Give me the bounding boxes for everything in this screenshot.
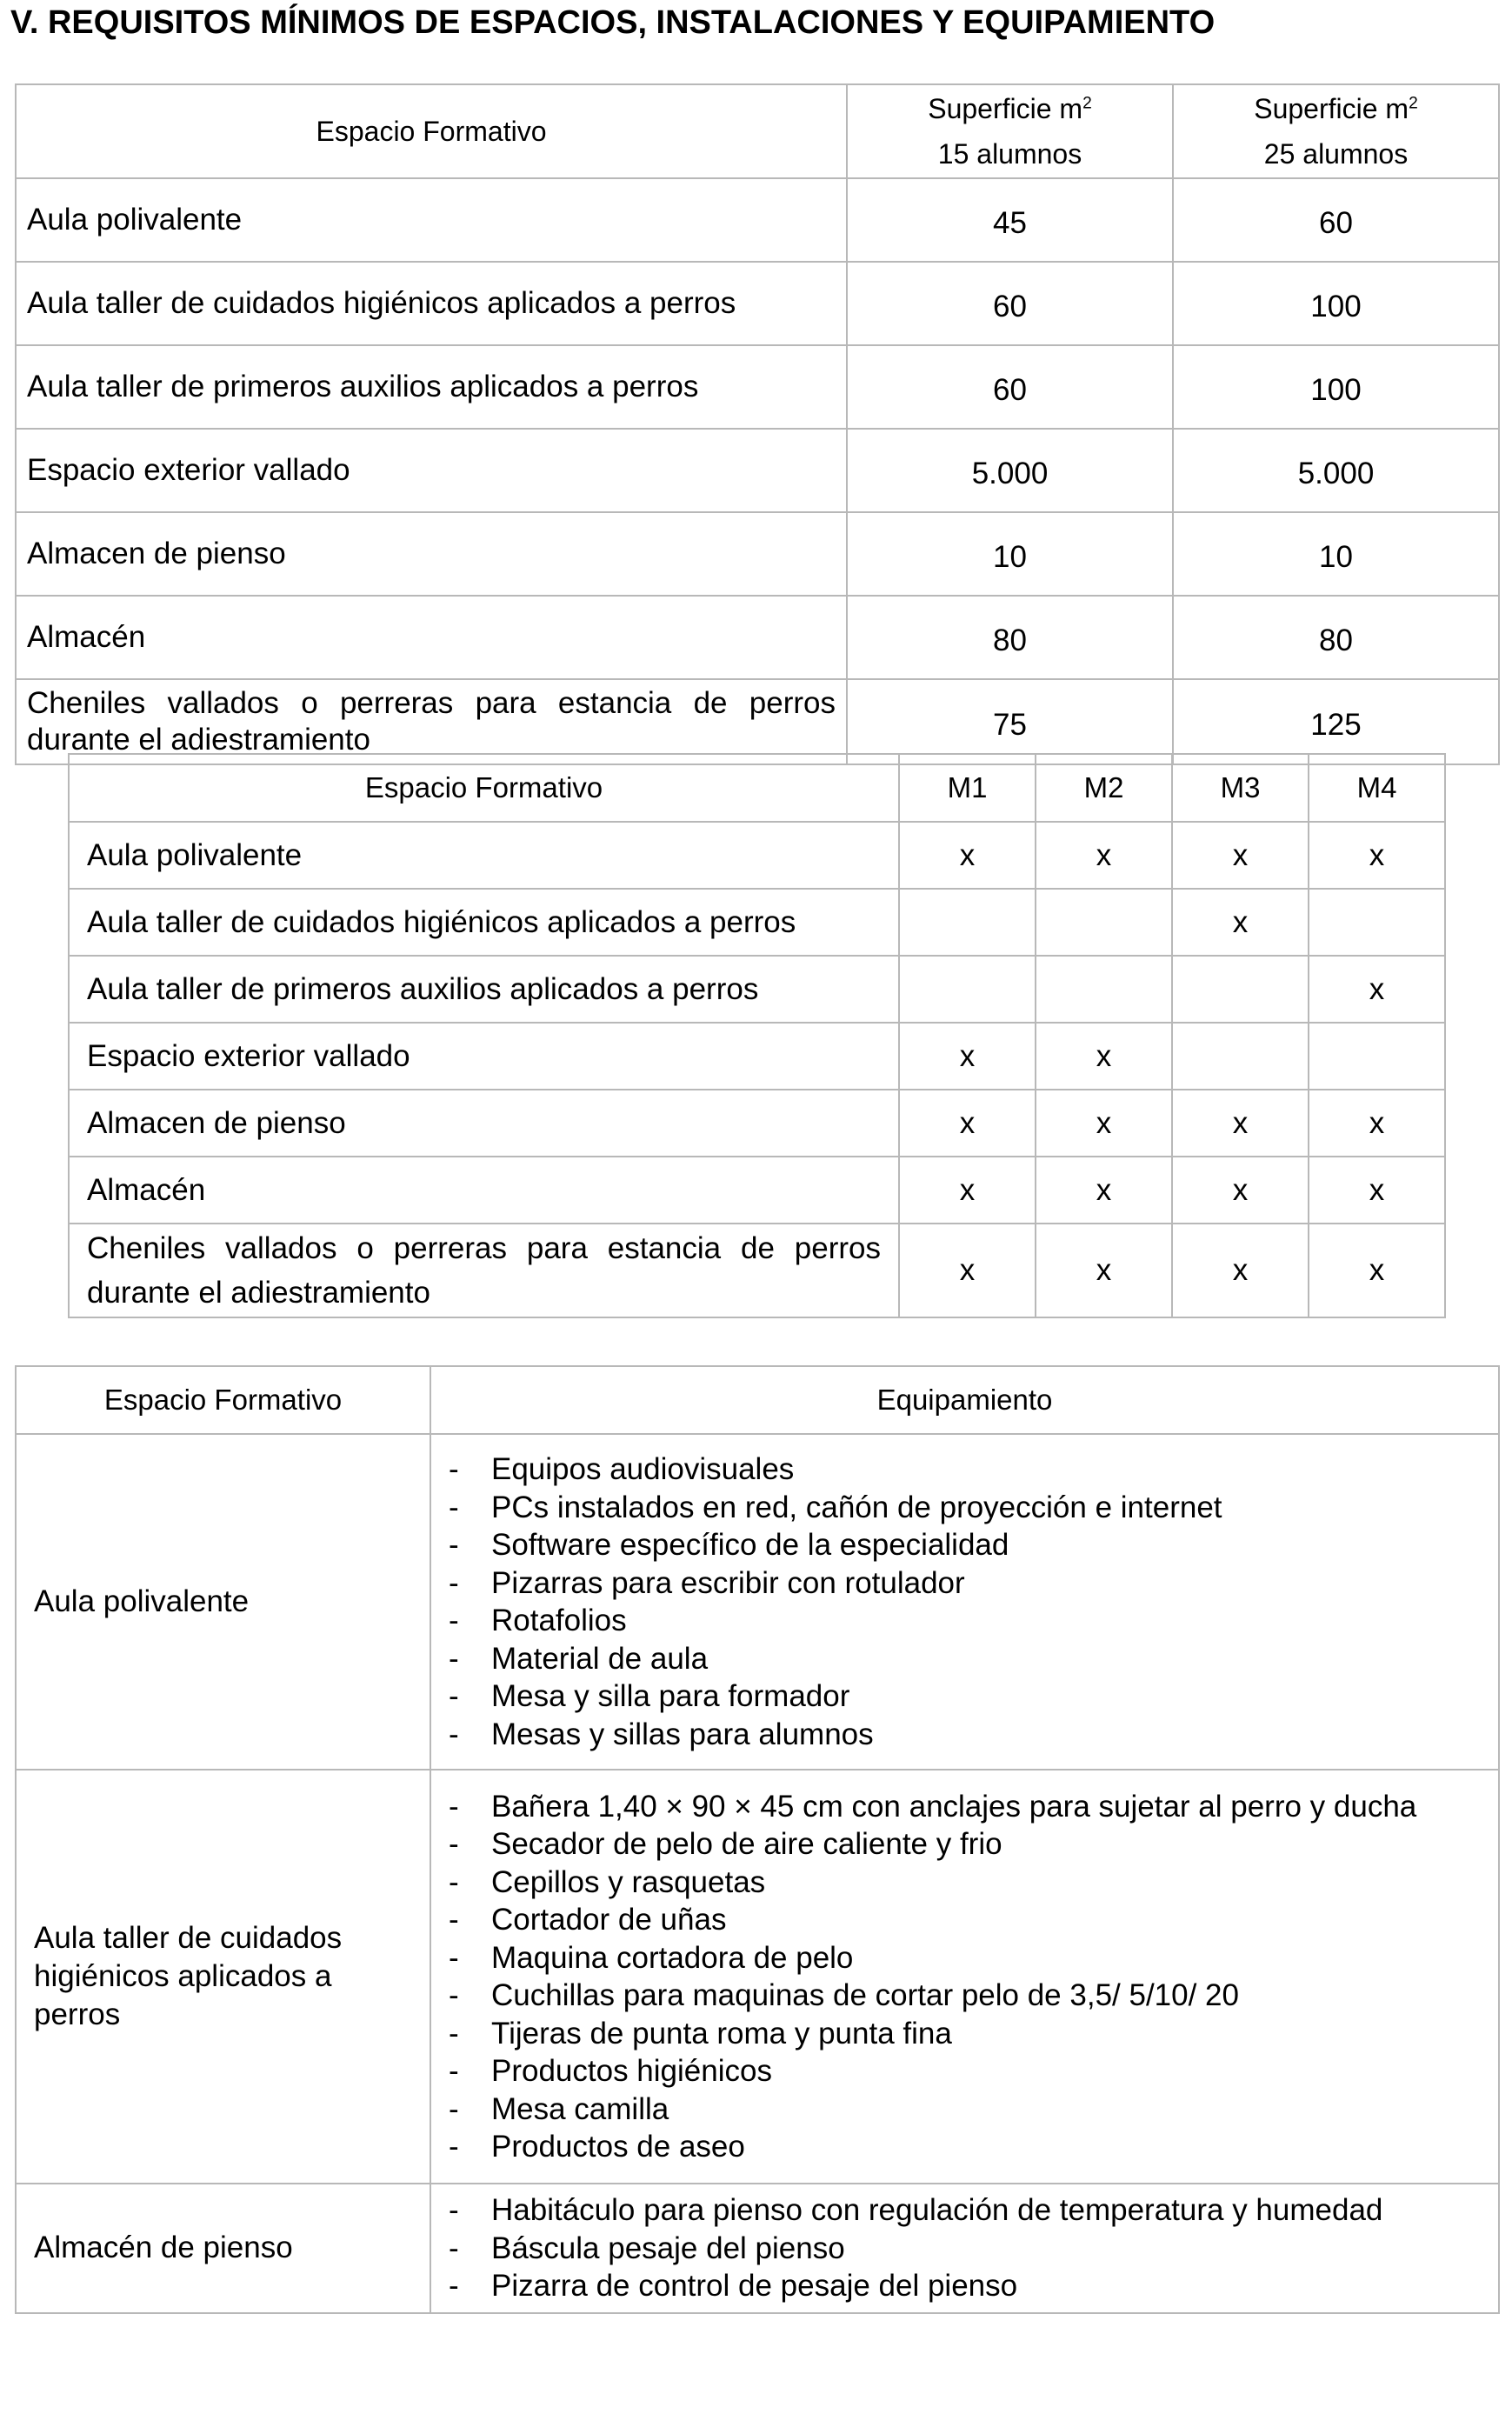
bullet-dash: -	[449, 1679, 459, 1713]
equipment-item: Maquina cortadora de pelo	[491, 1940, 854, 1975]
equipment-item: Productos de aseo	[491, 2130, 745, 2164]
surface-15: 45	[847, 178, 1173, 262]
space-name: Almacén	[16, 596, 847, 679]
table-row	[16, 262, 1499, 345]
bullet-dash: -	[449, 2091, 459, 2126]
equipment-item: Tijeras de punta roma y punta fina	[491, 2016, 952, 2051]
module-mark-m2	[1036, 956, 1172, 1023]
table-row	[69, 1023, 1445, 1090]
surface-table-header	[16, 84, 1499, 178]
header-space: Espacio Formativo	[16, 1366, 430, 1434]
list-item	[449, 1716, 1489, 1754]
surface-exponent: 2	[1082, 94, 1092, 113]
module-mark-m1	[899, 956, 1036, 1023]
module-mark-m1: x	[899, 1023, 1036, 1090]
module-mark-m1: x	[899, 1090, 1036, 1157]
module-mark-m2: x	[1036, 1224, 1172, 1317]
list-item	[449, 2128, 1489, 2166]
list-item	[449, 2091, 1489, 2129]
equipment-item: Bañera 1,40 × 90 × 45 cm con anclajes para sujetar al perro y ducha	[491, 1789, 1417, 1824]
surface-label: Superficie m	[928, 93, 1083, 124]
table-row	[16, 512, 1499, 596]
bullet-dash: -	[449, 1641, 459, 1676]
surface-15: 75	[847, 679, 1173, 764]
equipment-item: Equipos audiovisuales	[491, 1452, 795, 1486]
bullet-dash: -	[449, 2054, 459, 2088]
space-name: Almacen de pienso	[69, 1090, 899, 1157]
bullet-dash: -	[449, 1827, 459, 1861]
equipment-list	[449, 1788, 1489, 2166]
module-mark-m4	[1309, 1023, 1445, 1090]
module-mark-m2: x	[1036, 1090, 1172, 1157]
equipment-item: PCs instalados en red, cañón de proyección e internet	[491, 1490, 1222, 1524]
table-row	[69, 1224, 1445, 1317]
module-mark-m3: x	[1172, 889, 1309, 956]
table-row	[16, 2184, 1499, 2313]
bullet-dash: -	[449, 1565, 459, 1600]
space-name: Almacén	[69, 1157, 899, 1224]
module-mark-m3: x	[1172, 1090, 1309, 1157]
space-name: Cheniles vallados o perreras para estancia de perros durante el adiestramiento	[69, 1224, 899, 1317]
bullet-dash: -	[449, 1604, 459, 1637]
equipment-item: Habitáculo para pienso con regulación de temperatura y humedad	[491, 2193, 1383, 2227]
table-row	[16, 178, 1499, 262]
space-name: Almacen de pienso	[16, 512, 847, 596]
surface-25: 100	[1173, 345, 1499, 429]
equipment-item: Pizarras para escribir con rotulador	[491, 1565, 965, 1600]
list-item	[449, 1825, 1489, 1864]
module-mark-m4: x	[1309, 1224, 1445, 1317]
surface-label: Superficie m	[1254, 93, 1409, 124]
surface-25: 60	[1173, 178, 1499, 262]
surface-15: 60	[847, 262, 1173, 345]
module-mark-m1	[899, 889, 1036, 956]
module-mark-m4: x	[1309, 1090, 1445, 1157]
list-item	[449, 1901, 1489, 1939]
header-space: Espacio Formativo	[16, 84, 847, 178]
module-mark-m2: x	[1036, 1157, 1172, 1224]
equipment-item: Pizarra de control de pesaje del pienso	[491, 2269, 1018, 2303]
equipment-item: Mesas y sillas para alumnos	[491, 1717, 874, 1751]
bullet-dash: -	[449, 1528, 459, 1562]
header-m3: M3	[1172, 754, 1309, 822]
module-mark-m1: x	[899, 1157, 1036, 1224]
equipment-item: Rotafolios	[491, 1604, 627, 1637]
list-item	[449, 2052, 1489, 2091]
header-equipment: Equipamiento	[430, 1366, 1499, 1434]
header-m1: M1	[899, 754, 1036, 822]
equipment-list-cell	[430, 1434, 1499, 1770]
list-item	[449, 2230, 1489, 2268]
bullet-dash: -	[449, 2231, 459, 2265]
module-mark-m3: x	[1172, 1157, 1309, 1224]
header-m2: M2	[1036, 754, 1172, 822]
table-row	[16, 679, 1499, 764]
header-surface-15	[847, 84, 1173, 178]
list-item	[449, 1939, 1489, 1977]
module-mark-m1: x	[899, 1224, 1036, 1317]
bullet-dash: -	[449, 2193, 459, 2227]
list-item	[449, 1564, 1489, 1603]
module-mark-m4: x	[1309, 956, 1445, 1023]
header-m4: M4	[1309, 754, 1445, 822]
module-mark-m3	[1172, 956, 1309, 1023]
module-mark-m2: x	[1036, 1023, 1172, 1090]
space-name: Espacio exterior vallado	[16, 429, 847, 512]
surface-15: 60	[847, 345, 1173, 429]
module-mark-m4: x	[1309, 1157, 1445, 1224]
bullet-dash: -	[449, 1940, 459, 1975]
bullet-dash: -	[449, 1490, 459, 1524]
surface-25: 10	[1173, 512, 1499, 596]
bullet-dash: -	[449, 1864, 459, 1899]
equipment-item: Cortador de uñas	[491, 1903, 727, 1937]
bullet-dash: -	[449, 2269, 459, 2303]
list-item	[449, 1526, 1489, 1564]
space-name: Aula polivalente	[69, 822, 899, 889]
table-row	[16, 345, 1499, 429]
equipment-list	[449, 1450, 1489, 1753]
list-item	[449, 1489, 1489, 1527]
space-name: Espacio exterior vallado	[69, 1023, 899, 1090]
header-surface-25	[1173, 84, 1499, 178]
table-row	[69, 1157, 1445, 1224]
equipment-table-header	[16, 1366, 1499, 1434]
space-name: Aula taller de primeros auxilios aplicados a perros	[69, 956, 899, 1023]
module-mark-m4	[1309, 889, 1445, 956]
bullet-dash: -	[449, 2130, 459, 2164]
space-name: Aula taller de cuidados higiénicos aplicados a perros	[69, 889, 899, 956]
surface-table	[15, 83, 1500, 765]
list-item	[449, 2267, 1489, 2305]
bullet-dash: -	[449, 1903, 459, 1937]
surface-15: 80	[847, 596, 1173, 679]
table-row	[16, 596, 1499, 679]
table-row	[16, 429, 1499, 512]
list-item	[449, 1602, 1489, 1640]
module-table-header	[69, 754, 1445, 822]
module-mark-m3: x	[1172, 822, 1309, 889]
space-name: Almacén de pienso	[16, 2184, 430, 2313]
module-table	[68, 753, 1446, 1318]
list-item	[449, 2191, 1489, 2230]
equipment-item: Productos higiénicos	[491, 2054, 772, 2088]
module-mark-m2: x	[1036, 822, 1172, 889]
list-item	[449, 1788, 1489, 1826]
surface-25: 100	[1173, 262, 1499, 345]
equipment-table	[15, 1365, 1500, 2314]
list-item	[449, 1677, 1489, 1716]
space-name: Aula polivalente	[16, 178, 847, 262]
space-name: Aula taller de primeros auxilios aplicados a perros	[16, 345, 847, 429]
list-item	[449, 1864, 1489, 1902]
header-space: Espacio Formativo	[69, 754, 899, 822]
bullet-dash: -	[449, 2016, 459, 2051]
module-mark-m3: x	[1172, 1224, 1309, 1317]
table-row	[69, 889, 1445, 956]
module-mark-m4: x	[1309, 822, 1445, 889]
table-row	[16, 1434, 1499, 1770]
equipment-list-cell	[430, 2184, 1499, 2313]
space-name: Aula taller de cuidados higiénicos aplicados a perros	[16, 262, 847, 345]
space-name: Aula taller de cuidados higiénicos aplicados a perros	[16, 1770, 430, 2184]
equipment-item: Secador de pelo de aire caliente y frio	[491, 1827, 1002, 1861]
section-title: V. REQUISITOS MÍNIMOS DE ESPACIOS, INSTALACIONES Y EQUIPAMIENTO	[10, 4, 1216, 41]
equipment-item: Mesa y silla para formador	[491, 1679, 850, 1713]
space-name: Aula polivalente	[16, 1434, 430, 1770]
surface-25: 80	[1173, 596, 1499, 679]
surface-25: 125	[1173, 679, 1499, 764]
equipment-item: Mesa camilla	[491, 2091, 669, 2126]
surface-15: 5.000	[847, 429, 1173, 512]
list-item	[449, 1977, 1489, 2015]
col-15-alumnos: 15 alumnos	[937, 138, 1082, 170]
equipment-list	[449, 2191, 1489, 2305]
table-row	[69, 822, 1445, 889]
equipment-list-cell	[430, 1770, 1499, 2184]
table-row	[16, 1770, 1499, 2184]
list-item	[449, 1640, 1489, 1678]
bullet-dash: -	[449, 1978, 459, 2012]
module-mark-m2	[1036, 889, 1172, 956]
equipment-item: Báscula pesaje del pienso	[491, 2231, 845, 2265]
bullet-dash: -	[449, 1452, 459, 1486]
table-row	[69, 1090, 1445, 1157]
list-item	[449, 1450, 1489, 1489]
equipment-item: Cepillos y rasquetas	[491, 1864, 766, 1899]
col-25-alumnos: 25 alumnos	[1263, 138, 1409, 170]
bullet-dash: -	[449, 1789, 459, 1824]
bullet-dash: -	[449, 1717, 459, 1751]
equipment-item: Cuchillas para maquinas de cortar pelo de 3,5/ 5/10/ 20	[491, 1978, 1239, 2012]
space-name: Cheniles vallados o perreras para estancia de perros durante el adiestramiento	[16, 679, 847, 764]
module-mark-m3	[1172, 1023, 1309, 1090]
surface-exponent: 2	[1409, 94, 1418, 113]
equipment-item: Software específico de la especialidad	[491, 1528, 1009, 1562]
module-mark-m1: x	[899, 822, 1036, 889]
equipment-item: Material de aula	[491, 1641, 709, 1676]
table-row	[69, 956, 1445, 1023]
surface-15: 10	[847, 512, 1173, 596]
list-item	[449, 2015, 1489, 2053]
surface-25: 5.000	[1173, 429, 1499, 512]
